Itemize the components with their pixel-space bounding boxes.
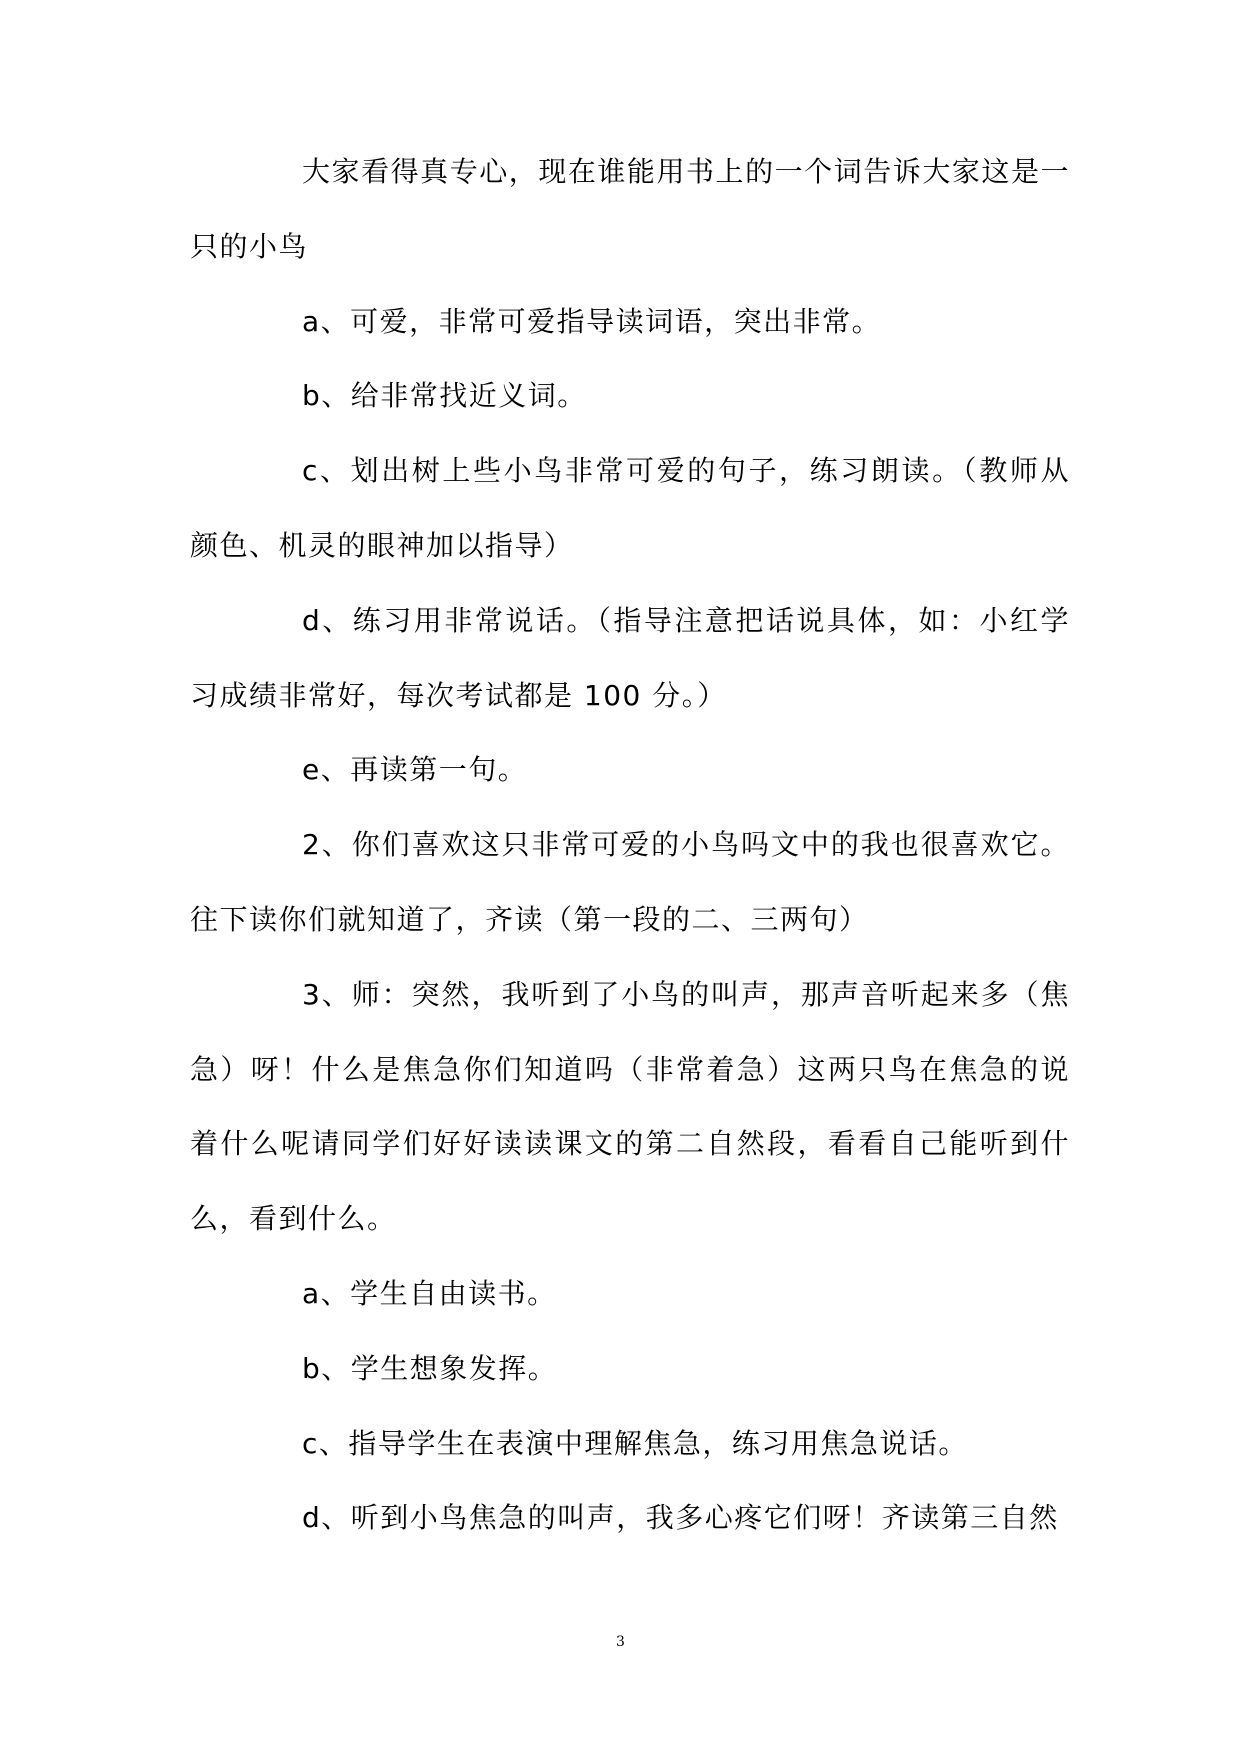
- paragraph-item-a: a、可爱，非常可爱指导读词语，突出非常。: [302, 304, 882, 338]
- paragraph-step-2: 2、你们喜欢这只非常可爱的小鸟吗文中的我也很喜欢它。往下读你们就知道了，齐读（第一段的二、三两句）: [190, 828, 1070, 936]
- paragraph-sub-b: b、学生想象发挥。: [302, 1351, 558, 1385]
- paragraph-sub-c: c、指导学生在表演中理解焦急，练习用焦急说话。: [302, 1426, 968, 1460]
- paragraph-intro: 大家看得真专心，现在谁能用书上的一个词告诉大家这是一只的小鸟: [190, 155, 1070, 263]
- paragraph-item-b: b、给非常找近义词。: [302, 379, 587, 413]
- document-body: [190, 135, 1070, 1556]
- paragraph-item-e: e、再读第一句。: [302, 753, 528, 787]
- paragraph-sub-a: a、学生自由读书。: [302, 1276, 557, 1310]
- paragraph-sub-d: d、听到小鸟焦急的叫声，我多心疼它们呀！齐读第三自然: [302, 1501, 1059, 1535]
- paragraph-item-c: c、划出树上些小鸟非常可爱的句子，练习朗读。（教师从颜色、机灵的眼神加以指导）: [190, 454, 1070, 562]
- paragraph-step-3: 3、师：突然，我听到了小鸟的叫声，那声音听起来多（焦急）呀！什么是焦急你们知道吗（非常着急）这两只鸟在焦急的说着什么呢请同学们好好读读课文的第二自然段，看看自己能听到什么，看到什么。: [190, 977, 1070, 1236]
- paragraph-item-d: d、练习用非常说话。（指导注意把话说具体，如：小红学习成绩非常好，每次考试都是 100 分。）: [190, 603, 1070, 712]
- page-number: 3: [616, 1634, 625, 1650]
